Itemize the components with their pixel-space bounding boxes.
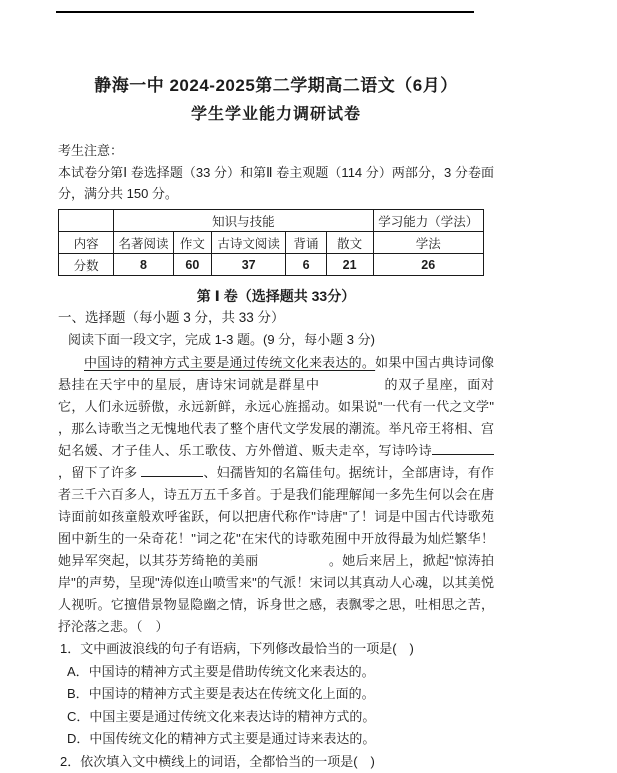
fill-blank-gap xyxy=(259,552,329,565)
table-cell: 散文 xyxy=(326,232,373,254)
table-cell-score: 21 xyxy=(326,254,373,276)
passage-text: ，留下了许多 xyxy=(58,465,141,480)
passage-paragraph xyxy=(58,352,494,638)
table-cell-score: 37 xyxy=(212,254,286,276)
question-2: 2．依次填入文中横线上的词语，全都恰当的一项是( ) xyxy=(58,751,494,773)
section1-instruction: 阅读下面一段文字，完成 1-3 题。(9 分，每小题 3 分) xyxy=(58,329,494,351)
passage-text: 、妇孺皆知的名篇佳句。据统计，全部唐诗，有作者三千六百多人，诗五万五千多首。于是我们能理解闻一多先生何以会在唐诗面前如孩童般欢呼雀跃，何以把唐代称作"诗唐"了！词是中国古代诗歌苑囿中新生的一朵奇花！"词之花"在宋代的诗歌苑囿中开放得最为灿烂繁华！她异军突起，以其芬芳绮艳的美丽 xyxy=(58,465,494,568)
question-1-option-b: B．中国诗的精神方式主要是表达在传统文化上面的。 xyxy=(58,683,494,706)
fill-blank-underline xyxy=(432,441,494,455)
table-cell-score: 8 xyxy=(114,254,174,276)
passage-text: 的双子星座，面对它，人们永远骄傲，永远新鲜，永远心旌摇动。如果说"一代有一代之文学" ，那么诗歌当之无愧地代表了整个唐代文学发展的潮流。举凡帝王将相、宫妃名媛、才子佳人、乐工歌伎、方外僧道、贩夫走卒，写诗吟诗 xyxy=(58,377,494,458)
exam-title-line2: 学生学业能力调研试卷 xyxy=(58,104,494,126)
exam-content xyxy=(58,66,494,773)
header-divider-rule xyxy=(56,11,474,13)
question-1-option-d: D．中国传统文化的精神方式主要是通过诗来表达的。 xyxy=(58,728,494,751)
passage-text: 。她后来居上，掀起"惊涛拍岸"的声势，呈现"涛似连山喷雪来"的气派！宋词以其真动人心魂，以其美悦人视听。它擅借景物显隐幽之情，诉身世之感，表飘零之思，吐相思之苦，抒沦落之悲。（ ） xyxy=(58,553,494,634)
table-cell: 内容 xyxy=(59,232,114,254)
question-1-option-c: C．中国主要是通过传统文化来表达诗的精神方式的。 xyxy=(58,706,494,729)
table-cell: 古诗文阅读 xyxy=(212,232,286,254)
table-cell: 学法 xyxy=(373,232,484,254)
question-1-option-a: A．中国诗的精神方式主要是借助传统文化来表达的。 xyxy=(58,661,494,684)
table-row-groups xyxy=(59,210,484,232)
table-cell-score: 26 xyxy=(373,254,484,276)
table-corner-cell xyxy=(59,210,114,232)
notice-body: 本试卷分第Ⅰ 卷选择题（33 分）和第Ⅱ 卷主观题（114 分）两部分，3 分卷面分，满分共 150 分。 xyxy=(58,162,494,204)
passage-text: 如果中国古典诗词像悬挂在天宇中的星辰，唐诗宋词就是群星中 xyxy=(58,355,494,392)
table-cell-score: 60 xyxy=(173,254,211,276)
section1-subheading: 一、选择题（每小题 3 分，共 33 分） xyxy=(58,307,494,329)
score-table xyxy=(58,209,484,276)
question-1: 1．文中画波浪线的句子有语病，下列修改最恰当的一项是( ) xyxy=(58,638,494,661)
table-cell: 背诵 xyxy=(286,232,326,254)
table-row-scores xyxy=(59,254,484,276)
exam-title-line1: 静海一中 2024-2025第二学期高二语文（6月） xyxy=(58,74,494,98)
table-ability-header: 学习能力（学法） xyxy=(373,210,484,232)
table-row-content xyxy=(59,232,484,254)
fill-blank-gap xyxy=(320,376,384,389)
table-cell: 分数 xyxy=(59,254,114,276)
table-cell: 名著阅读 xyxy=(114,232,174,254)
table-cell: 作文 xyxy=(173,232,211,254)
wavy-underlined-sentence: 中国诗的精神方式主要是通过传统文化来表达的。 xyxy=(84,355,375,370)
fill-blank-underline xyxy=(141,463,203,477)
part1-heading: 第 Ⅰ 卷（选择题共 33分） xyxy=(58,285,494,307)
table-knowledge-header: 知识与技能 xyxy=(114,210,373,232)
notice-heading: 考生注意： xyxy=(58,140,494,162)
table-cell-score: 6 xyxy=(286,254,326,276)
